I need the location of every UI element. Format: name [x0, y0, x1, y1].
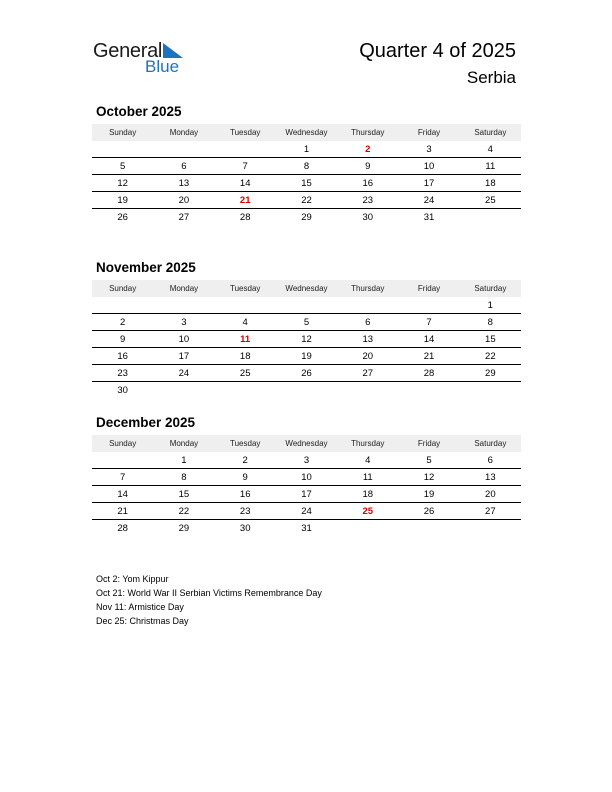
country-name: Serbia [466, 68, 516, 87]
logo-blue-text: Blue [145, 57, 180, 76]
empty-day-cell [337, 297, 398, 313]
day-cell: 2 [365, 144, 371, 155]
day-cell: 25 [362, 506, 374, 517]
day-cell: 10 [178, 334, 190, 345]
day-cell: 21 [423, 351, 435, 362]
month-november [92, 259, 521, 399]
holiday-note: Oct 21: World War II Serbian Victims Remembrance Day [96, 588, 322, 598]
day-cell: 1 [487, 300, 493, 311]
weekday-label: Saturday [474, 284, 507, 293]
day-cell: 7 [426, 317, 432, 328]
day-cell: 29 [485, 368, 496, 379]
day-cell: 8 [303, 161, 310, 172]
day-cell: 9 [242, 472, 248, 483]
day-cell: 16 [239, 489, 251, 500]
day-cell: 27 [485, 506, 496, 517]
day-cell: 13 [362, 334, 374, 345]
empty-day-cell [153, 297, 214, 313]
day-cell: 23 [239, 506, 251, 517]
day-cell: 19 [423, 489, 435, 500]
day-cell: 21 [239, 195, 251, 206]
day-cell: 2 [119, 317, 126, 328]
month-title: October 2025 [96, 104, 182, 119]
empty-day-cell [337, 520, 398, 537]
week-row [92, 469, 521, 486]
weekday-label: Tuesday [230, 439, 261, 448]
day-cell: 11 [362, 472, 373, 483]
day-cell: 31 [423, 212, 435, 223]
weekday-label: Thursday [351, 439, 385, 448]
weekday-label: Tuesday [230, 128, 261, 137]
day-cell: 10 [301, 472, 312, 483]
day-cell: 5 [426, 455, 432, 466]
week-row [92, 209, 521, 226]
month-october [92, 103, 521, 226]
day-cell: 3 [426, 144, 432, 155]
day-cell: 13 [178, 178, 190, 189]
day-cell: 9 [119, 334, 126, 345]
day-cell: 12 [301, 334, 312, 345]
week-row [92, 382, 521, 399]
month-title: December 2025 [96, 415, 196, 430]
day-cell: 18 [239, 351, 251, 362]
week-row [92, 452, 521, 469]
logo-general-text: General [93, 40, 163, 62]
holiday-note: Nov 11: Armistice Day [96, 602, 184, 612]
week-row [92, 141, 521, 158]
empty-day-cell [215, 297, 276, 313]
day-cell: 19 [117, 195, 128, 206]
empty-day-cell [398, 520, 459, 537]
day-cell: 7 [119, 472, 126, 483]
weekday-header-row [92, 124, 521, 141]
day-cell: 1 [181, 455, 187, 466]
day-cell: 24 [301, 506, 312, 517]
holiday-note: Oct 2: Yom Kippur [96, 574, 169, 584]
day-cell: 4 [365, 455, 371, 466]
empty-day-cell [398, 297, 459, 313]
day-cell: 30 [117, 385, 128, 396]
day-cell: 2 [242, 455, 248, 466]
week-row [92, 486, 521, 503]
day-cell: 31 [301, 523, 312, 534]
day-cell: 28 [423, 368, 435, 379]
week-row [92, 158, 521, 175]
day-cell: 29 [301, 212, 312, 223]
empty-day-cell [460, 209, 521, 226]
day-cell: 23 [117, 368, 128, 379]
day-cell: 22 [301, 195, 312, 206]
day-cell: 11 [485, 161, 496, 172]
day-cell: 15 [485, 334, 496, 345]
day-cell: 17 [178, 351, 190, 362]
day-cell: 28 [239, 212, 251, 223]
week-row [92, 503, 521, 520]
day-cell: 26 [301, 368, 312, 379]
day-cell: 25 [239, 368, 251, 379]
day-cell: 10 [423, 161, 435, 172]
empty-day-cell [153, 382, 214, 399]
page-title: Quarter 4 of 2025 [359, 40, 516, 62]
day-cell: 29 [178, 523, 190, 534]
empty-day-cell [92, 141, 153, 157]
day-cell: 3 [303, 455, 310, 466]
day-cell: 27 [362, 368, 374, 379]
weekday-label: Thursday [351, 128, 385, 137]
weekday-label: Monday [169, 284, 199, 293]
week-row [92, 331, 521, 348]
day-cell: 18 [485, 178, 496, 189]
day-cell: 6 [487, 455, 493, 466]
day-cell: 8 [487, 317, 493, 328]
weekday-label: Wednesday [285, 128, 328, 137]
logo [93, 40, 193, 80]
week-row [92, 297, 521, 314]
day-cell: 20 [485, 489, 496, 500]
day-cell: 6 [365, 317, 371, 328]
day-cell: 20 [362, 351, 374, 362]
day-cell: 6 [181, 161, 187, 172]
day-cell: 13 [485, 472, 496, 483]
weekday-label: Friday [417, 284, 441, 293]
day-cell: 12 [117, 178, 128, 189]
day-cell: 8 [181, 472, 187, 483]
week-row [92, 314, 521, 331]
weekday-label: Wednesday [285, 439, 328, 448]
day-cell: 14 [239, 178, 251, 189]
weekday-header-row [92, 435, 521, 452]
day-cell: 20 [178, 195, 190, 206]
week-row [92, 192, 521, 209]
empty-day-cell [92, 297, 153, 313]
weekday-label: Friday [417, 128, 441, 137]
empty-day-cell [460, 520, 521, 537]
day-cell: 3 [181, 317, 187, 328]
day-cell: 26 [423, 506, 435, 517]
weekday-label: Sunday [109, 284, 137, 293]
header [359, 38, 516, 89]
day-cell: 12 [423, 472, 435, 483]
month-title: November 2025 [96, 260, 196, 275]
day-cell: 18 [362, 489, 374, 500]
weekday-label: Tuesday [230, 284, 261, 293]
empty-day-cell [276, 297, 337, 313]
day-cell: 30 [239, 523, 251, 534]
day-cell: 23 [362, 195, 374, 206]
empty-day-cell [215, 382, 276, 399]
holiday-note: Dec 25: Christmas Day [96, 616, 189, 626]
day-cell: 24 [178, 368, 190, 379]
day-cell: 26 [117, 212, 128, 223]
day-cell: 15 [301, 178, 312, 189]
weekday-label: Wednesday [285, 284, 328, 293]
empty-day-cell [460, 382, 521, 399]
day-cell: 17 [423, 178, 435, 189]
weekday-label: Monday [169, 128, 199, 137]
day-cell: 21 [117, 506, 128, 517]
weekday-label: Saturday [474, 128, 507, 137]
day-cell: 25 [485, 195, 496, 206]
week-row [92, 348, 521, 365]
day-cell: 17 [301, 489, 312, 500]
day-cell: 22 [485, 351, 496, 362]
week-row [92, 520, 521, 537]
empty-day-cell [153, 141, 214, 157]
day-cell: 1 [303, 144, 310, 155]
empty-day-cell [215, 141, 276, 157]
weekday-label: Friday [417, 439, 441, 448]
day-cell: 16 [362, 178, 374, 189]
day-cell: 4 [242, 317, 248, 328]
day-cell: 5 [119, 161, 126, 172]
day-cell: 30 [362, 212, 374, 223]
weekday-header-row [92, 280, 521, 297]
weekday-label: Saturday [474, 439, 507, 448]
day-cell: 22 [178, 506, 190, 517]
empty-day-cell [92, 452, 153, 468]
day-cell: 14 [423, 334, 435, 345]
empty-day-cell [337, 382, 398, 399]
week-row [92, 175, 521, 192]
day-cell: 16 [117, 351, 128, 362]
day-cell: 11 [240, 334, 251, 345]
day-cell: 15 [178, 489, 190, 500]
day-cell: 19 [301, 351, 312, 362]
day-cell: 7 [242, 161, 248, 172]
weekday-label: Sunday [109, 439, 137, 448]
day-cell: 27 [178, 212, 190, 223]
day-cell: 4 [487, 144, 493, 155]
day-cell: 28 [117, 523, 128, 534]
empty-day-cell [398, 382, 459, 399]
day-cell: 14 [117, 489, 128, 500]
empty-day-cell [276, 382, 337, 399]
weekday-label: Monday [169, 439, 199, 448]
day-cell: 24 [423, 195, 435, 206]
weekday-label: Sunday [109, 128, 137, 137]
weekday-label: Thursday [351, 284, 385, 293]
day-cell: 9 [365, 161, 371, 172]
month-december [92, 414, 521, 537]
holiday-notes [96, 572, 322, 628]
week-row [92, 365, 521, 382]
day-cell: 5 [303, 317, 310, 328]
